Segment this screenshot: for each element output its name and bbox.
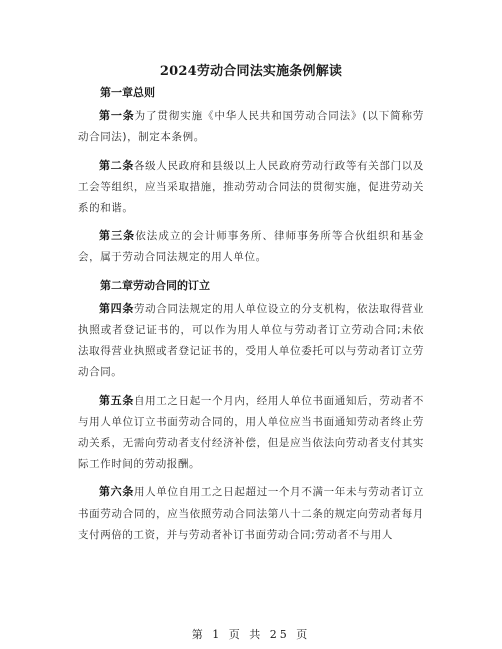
chapter-heading: 第二章劳动合同的订立 <box>100 278 210 292</box>
page-number: 第 1 页 共 25 页 <box>191 628 311 641</box>
article-paragraph <box>78 225 424 268</box>
article-number: 第一条 <box>99 109 135 123</box>
article-number: 第三条 <box>99 229 136 243</box>
article-paragraph <box>78 481 424 546</box>
article-text: 劳动合同法规定的用人单位设立的分支机构，依法取得营业执照或者登记证书的，可以作为用人单位与劳动者订立劳动合同;未依法取得营业执照或者登记证书的，受用人单位委托可以与劳动者订立劳动合同。 <box>78 302 424 379</box>
article-text: 自用工之日起一个月内，经用人单位书面通知后，劳动者不与用人单位订立书面劳动合同的，用人单位应当书面通知劳动者终止劳动关系，无需向劳动者支付经济补偿，但是应当依法向劳动者支付其实际工作时间的劳动报酬。 <box>78 394 424 471</box>
article-text: 用人单位自用工之日起超过一个月不满一年未与劳动者订立书面劳动合同的，应当依照劳动合同法第八十二条的规定向劳动者每月支付两倍的工资，并与劳动者补订书面劳动合同;劳动者不与用人 <box>78 486 424 541</box>
article-number: 第二条 <box>99 158 134 172</box>
document-body <box>78 82 424 552</box>
article-number: 第六条 <box>99 485 134 499</box>
article-text: 各级人民政府和县级以上人民政府劳动行政等有关部门以及工会等组织，应当采取措施，推动劳动合同法的贯彻实施，促进劳动关系的和谐。 <box>78 159 424 215</box>
article-number: 第四条 <box>99 301 134 315</box>
document-title: 2024劳动合同法实施条例解读 <box>159 64 343 79</box>
article-paragraph <box>78 105 424 148</box>
article-paragraph <box>78 298 424 384</box>
article-paragraph <box>78 390 424 476</box>
article-number: 第五条 <box>99 393 134 407</box>
article-paragraph <box>78 155 424 220</box>
chapter-heading: 第一章总则 <box>100 86 155 99</box>
article-text: 为了贯彻实施《中华人民共和国劳动合同法》(以下简称劳动合同法)，制定本条例。 <box>78 110 424 144</box>
article-text: 依法成立的会计师事务所、律师事务所等合伙组织和基金会，属于劳动合同法规定的用人单位。 <box>78 230 424 264</box>
